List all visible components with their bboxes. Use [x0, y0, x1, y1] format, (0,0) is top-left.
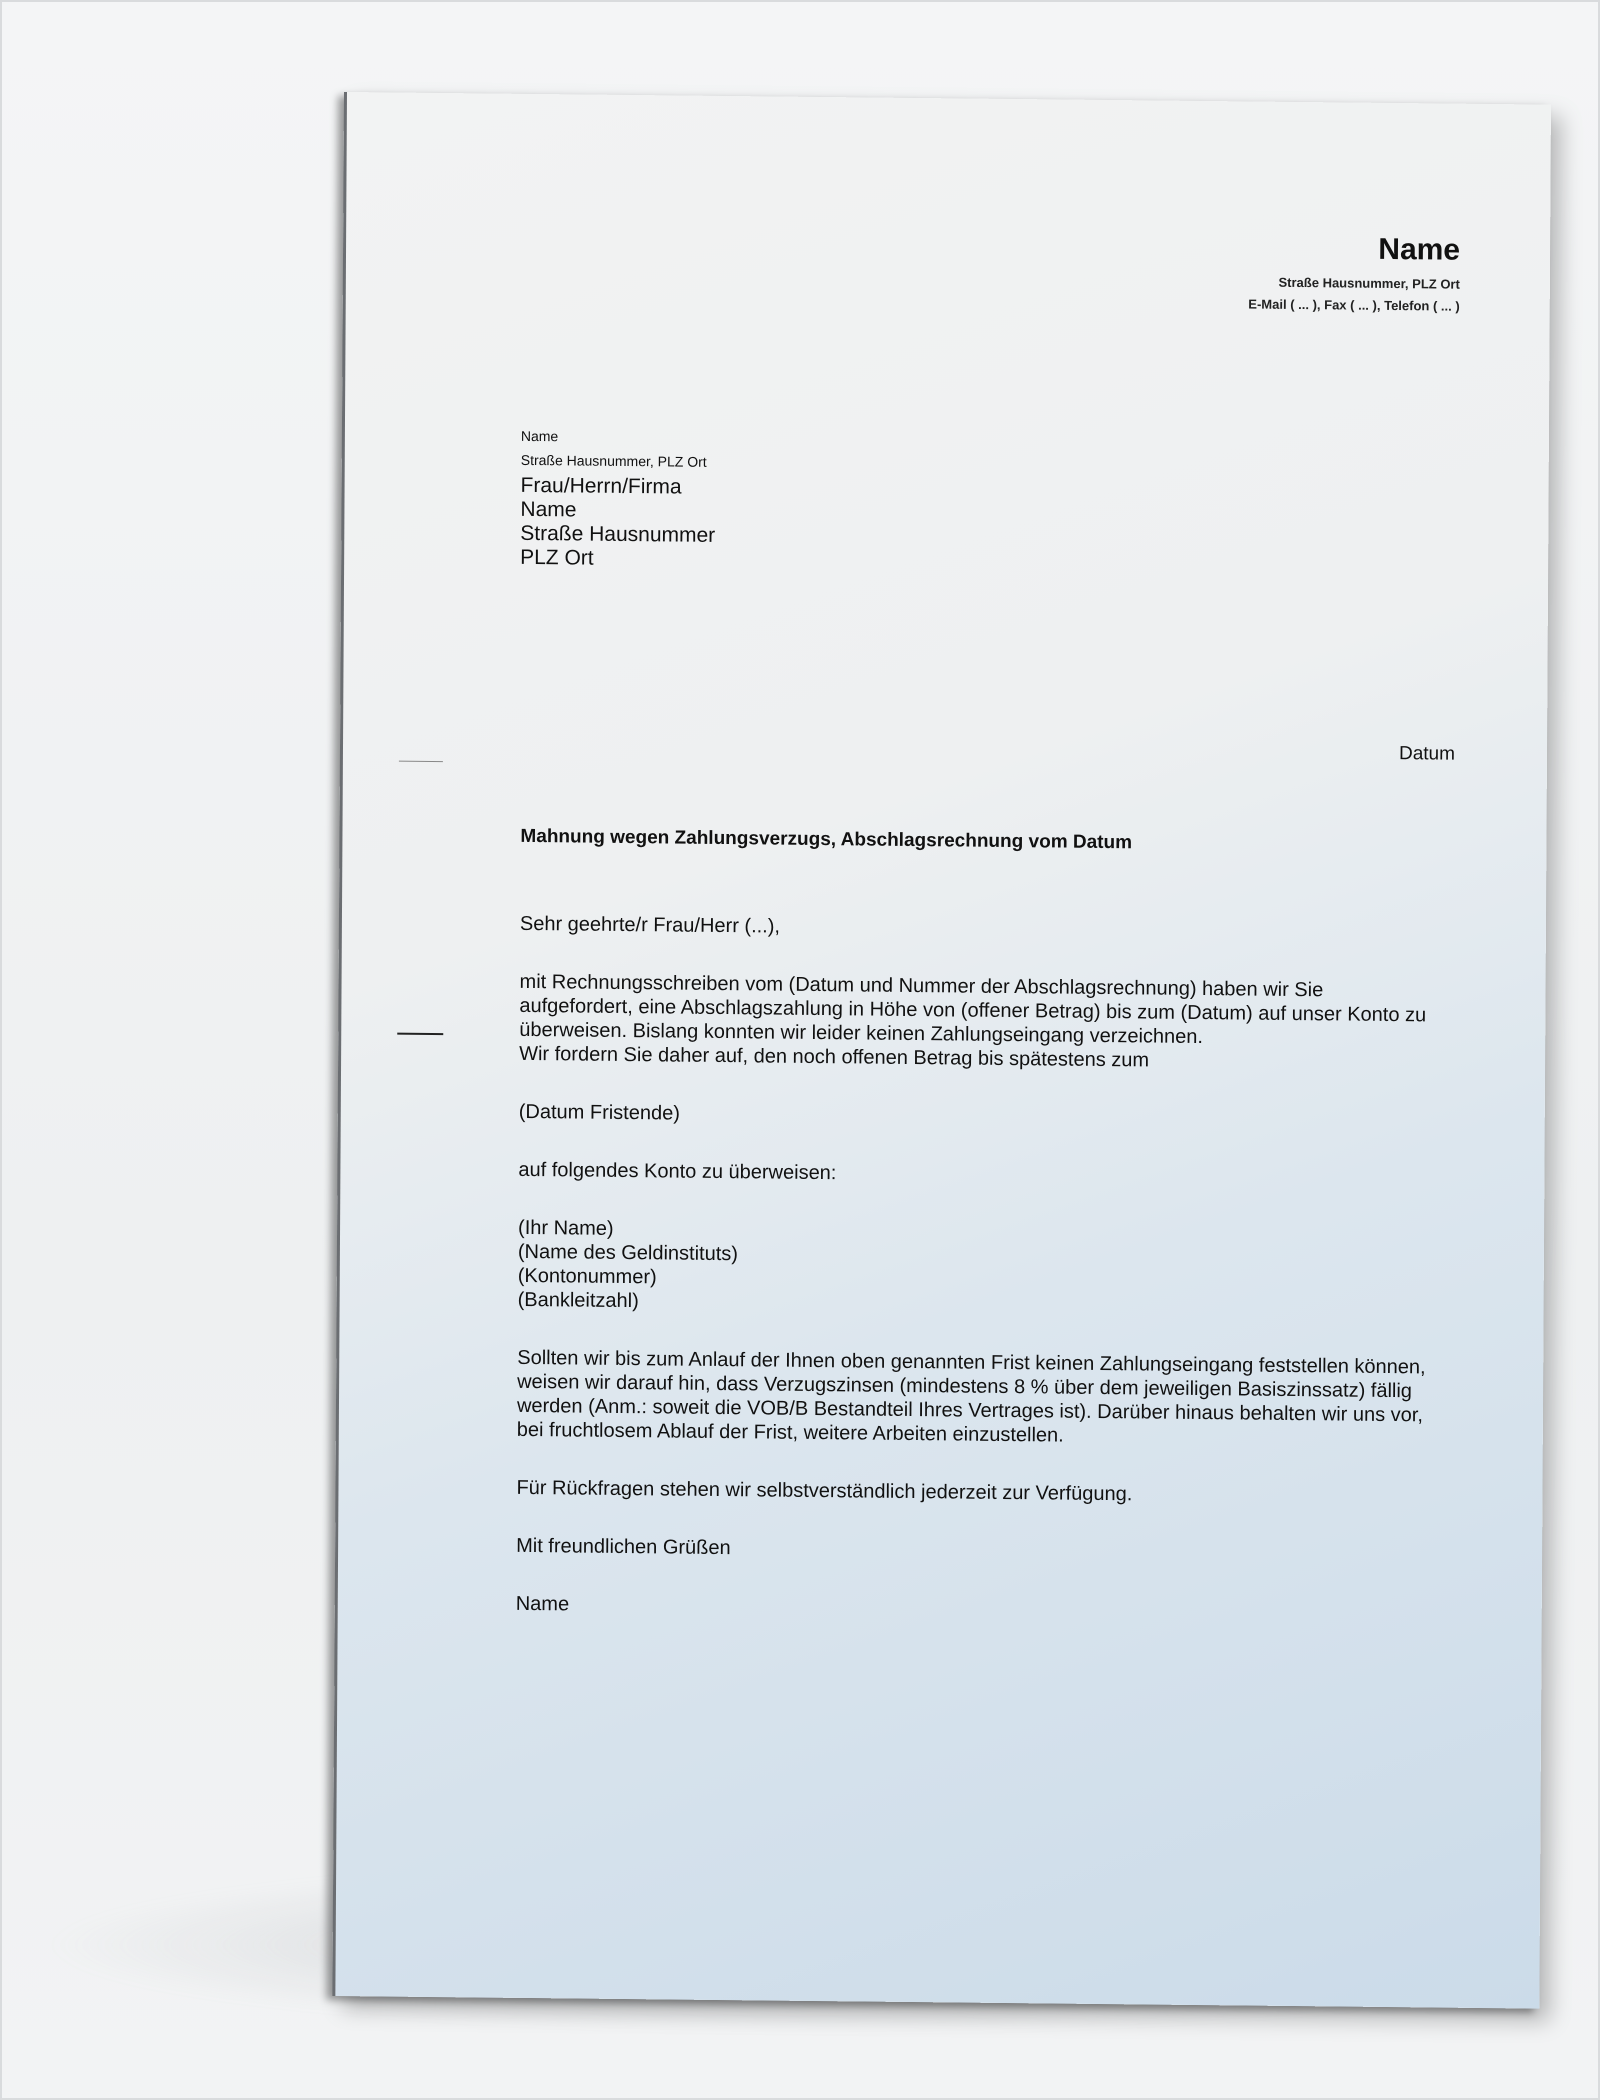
paragraph-line: weisen wir darauf hin, dass Verzugszinsen (mindestens 8 % über dem jeweiligen Basiszinssatz) fällig [517, 1370, 1413, 1403]
letter-page [332, 92, 1551, 2009]
letter-subject: Mahnung wegen Zahlungsverzugs, Abschlagsrechnung vom Datum [520, 825, 1133, 854]
letterhead [1248, 231, 1460, 317]
questions-note: Für Rückfragen stehen wir selbstverständlich jederzeit zur Verfügung. [516, 1476, 1133, 1506]
sender-block [521, 424, 707, 474]
letter-body [516, 912, 1440, 1626]
sender-name: Name [520, 427, 559, 445]
greeting: Sehr geehrte/r Frau/Herr (...), [519, 912, 781, 938]
deadline: (Datum Fristende) [518, 1100, 680, 1125]
letterhead-address: Straße Hausnummer, PLZ Ort [1278, 274, 1460, 292]
recipient-salutation: Frau/Herrn/Firma [520, 473, 682, 499]
letter-date: Datum [1398, 743, 1456, 765]
recipient-city: PLZ Ort [520, 545, 594, 570]
letterhead-contact: E-Mail ( ... ), Fax ( ... ), Telefon ( ... ) [1248, 296, 1460, 314]
recipient-name: Name [520, 497, 577, 522]
account-number: (Kontonummer) [517, 1264, 657, 1289]
bank-code: (Bankleitzahl) [517, 1288, 639, 1313]
letterhead-name: Name [1378, 232, 1461, 267]
paragraph-line: Sollten wir bis zum Anlauf der Ihnen oben genannten Frist keinen Zahlungseingang feststellen können, [517, 1346, 1426, 1379]
bank-name: (Name des Geldinstituts) [517, 1240, 739, 1266]
paragraph-line: aufgefordert, eine Abschlagszahlung in Höhe von (offener Betrag) bis zum (Datum) auf unser Konto zu [519, 994, 1427, 1027]
paragraph-line: Wir fordern Sie daher auf, den noch offenen Betrag bis spätestens zum [519, 1042, 1150, 1072]
recipient-street: Straße Hausnummer [520, 521, 716, 547]
fold-mark-upper [399, 761, 443, 762]
signature-name: Name [515, 1592, 570, 1616]
closing: Mit freundlichen Grüßen [516, 1534, 731, 1560]
paragraph-line: überweisen. Bislang konnten wir leider keinen Zahlungseingang verzeichnen. [519, 1018, 1204, 1049]
paragraph-line: mit Rechnungsschreiben vom (Datum und Nummer der Abschlagsrechnung) haben wir Sie [519, 970, 1324, 1002]
fold-mark-lower [397, 1033, 443, 1035]
transfer-instruction: auf folgendes Konto zu überweisen: [518, 1158, 837, 1185]
paragraph-line: bei fruchtlosem Ablauf der Frist, weitere Arbeiten einzustellen. [516, 1418, 1064, 1447]
recipient-block [520, 474, 715, 572]
sender-address: Straße Hausnummer, PLZ Ort [520, 451, 707, 470]
paragraph-line: werden (Anm.: soweit die VOB/B Bestandteil Ihres Vertrages ist). Darüber hinaus behalten wir uns vor, [516, 1394, 1424, 1427]
account-name: (Ihr Name) [517, 1216, 614, 1240]
